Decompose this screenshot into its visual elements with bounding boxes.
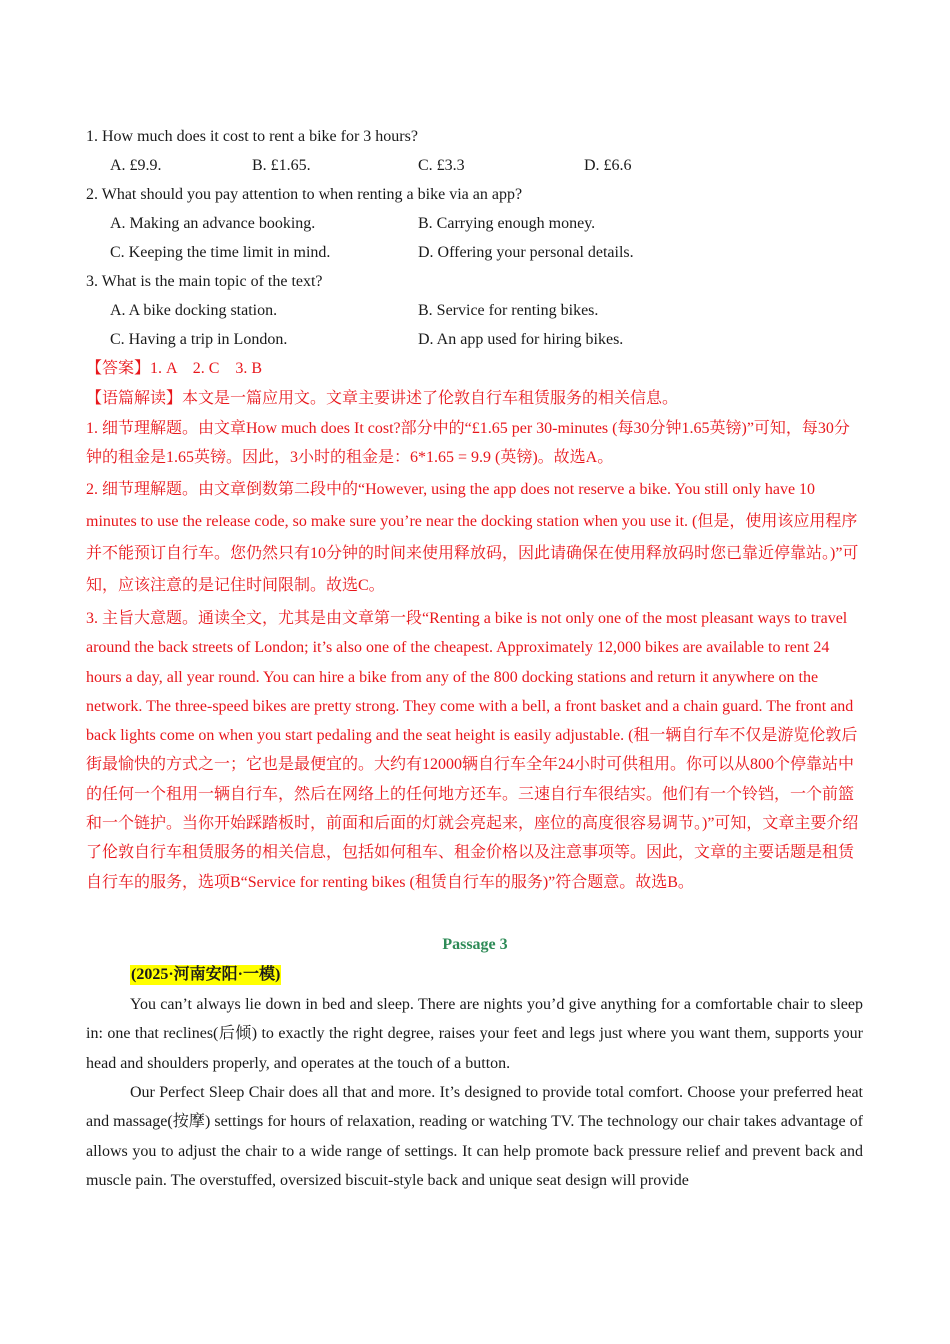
- question-3-option-d: D. An app used for hiring bikes.: [418, 331, 624, 348]
- analysis-intro-label: 【语篇解读】: [86, 390, 183, 407]
- question-2-option-b: B. Carrying enough money.: [418, 215, 596, 232]
- analysis-question-2: 2. 细节理解题。由文章倒数第二段中的“However, using the app does not reserve a bike. You still only have 10 minutes to use the release code, so make sure you’re near the docking station when you use it. (但是，使用该应用程序并不能预订自行车。您仍然只有10分钟的时间来使用释放码，因此请确保在使用释放码时您已靠近停靠站。)”可知，应该注意的是记住时间限制。故选C。: [86, 481, 859, 594]
- question-3-option-b: B. Service for renting bikes.: [418, 302, 599, 319]
- question-1-option-a: A. £9.9.: [110, 157, 162, 174]
- question-2-stem: 2. What should you pay attention to when renting a bike via an app?: [86, 186, 523, 203]
- passage-paragraph-1: You can’t always lie down in bed and sleep. There are nights you’d give anything for a comfortable chair to sleep in: one that reclines(后倾) to exactly the right degree, raises your feet and legs just where you want them, supports your head and shoulders properly, and operates at the touch of a button.: [86, 996, 863, 1072]
- question-1-option-d: D. £6.6: [584, 157, 632, 174]
- question-3-stem: 3. What is the main topic of the text?: [86, 273, 323, 290]
- analysis-intro-text: 本文是一篇应用文。文章主要讲述了伦敦自行车租赁服务的相关信息。: [182, 390, 679, 407]
- question-3-option-a: A. A bike docking station.: [110, 302, 278, 319]
- answer-line: [86, 359, 262, 379]
- question-1-option-c: C. £3.3: [418, 157, 465, 174]
- analysis-question-1: 1. 细节理解题。由文章How much does It cost?部分中的“£1.65 per 30-minutes (每30分钟1.65英镑)”可知，每30分钟的租金是1.65英镑。因此，3小时的租金是：6*1.65 = 9.9 (英镑)。故选A。: [86, 420, 850, 467]
- passage-title: Passage 3: [442, 936, 508, 953]
- answer-text: 1. A 2. C 3. B: [150, 360, 263, 377]
- question-1-option-b: B. £1.65.: [252, 157, 311, 174]
- analysis-intro: [86, 389, 678, 409]
- analysis-question-3: 3. 主旨大意题。通读全文，尤其是由文章第一段“Renting a bike is not only one of the most pleasant ways to travel around the back streets of London; it’s also one of the cheapest. Approximately 12,000 bikes are available to rent 24 hours a day, all year round. You can hire a bike from any of the 800 docking stations and return it anywhere on the network. The three-speed bikes are pretty strong. They come with a bell, a front basket and a chain guard. The front and back lights come on when you start pedaling and the seat height is easily adjustable. (租一辆自行车不仅是游览伦敦后街最愉快的方式之一；它也是最便宜的。大约有12000辆自行车全年24小时可供租用。你可以从800个停靠站中的任何一个租用一辆自行车，然后在网络上的任何地方还车。三速自行车很结实。他们有一个铃铛，一个前篮和一个链护。当你开始踩踏板时，前面和后面的灯就会亮起来，座位的高度很容易调节。)”可知，文章主要介绍了伦敦自行车租赁服务的相关信息，包括如何租车、租金价格以及注意事项等。因此，文章的主要话题是租赁自行车的服务，选项B“Service for renting bikes (租赁自行车的服务)”符合题意。故选B。: [86, 610, 859, 891]
- question-2-option-c: C. Keeping the time limit in mind.: [110, 244, 331, 261]
- question-2-option-d: D. Offering your personal details.: [418, 244, 634, 261]
- question-2-option-a: A. Making an advance booking.: [110, 215, 316, 232]
- passage-paragraph-2: Our Perfect Sleep Chair does all that and more. It’s designed to provide total comfort. Choose your preferred heat and massage(按摩) settings for hours of relaxation, reading or watching TV. The technology our chair takes advantage of allows you to adjust the chair to a wide range of settings. It can help promote back pressure relief and prevent back and muscle pain. The overstuffed, oversized biscuit-style back and unique seat design will provide: [86, 1084, 863, 1189]
- answer-label: 【答案】: [86, 360, 151, 377]
- question-1-stem: 1. How much does it cost to rent a bike for 3 hours?: [86, 128, 418, 145]
- question-3-option-c: C. Having a trip in London.: [110, 331, 288, 348]
- passage-source: (2025·河南安阳·一模): [131, 966, 281, 983]
